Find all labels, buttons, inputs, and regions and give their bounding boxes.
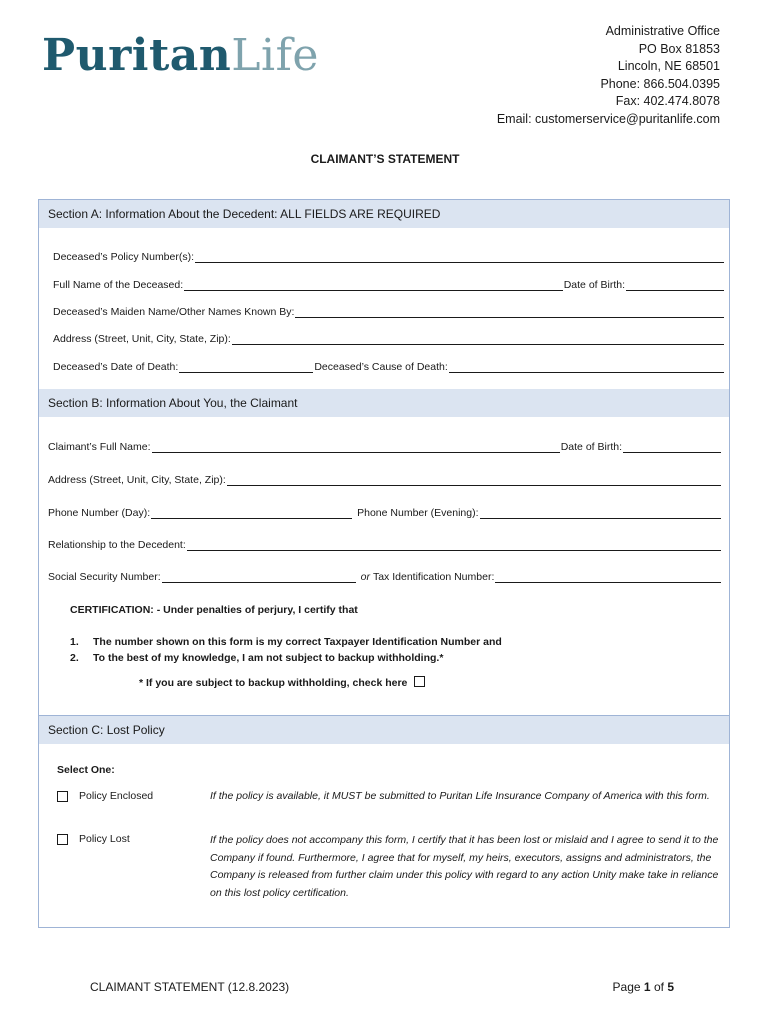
tax-id-row (48, 571, 722, 583)
maiden-name-row (53, 306, 725, 318)
deceased-name-field[interactable] (184, 279, 563, 291)
phone-day-field[interactable] (151, 507, 352, 519)
logo-text-life: Life (231, 30, 319, 81)
deceased-name-row (53, 279, 725, 291)
maiden-name-label: Deceased’s Maiden Name/Other Names Known By: (53, 306, 295, 318)
office-address-block (497, 23, 720, 128)
phone-evening-label: Phone Number (Evening): (357, 507, 479, 519)
phone-row (48, 507, 722, 519)
deceased-dob-label: Date of Birth: (563, 279, 625, 291)
cert-item-2-number: 2. (70, 652, 79, 664)
claimant-name-row (48, 441, 722, 453)
section-a-heading: Section A: Information About the Decedent: ALL FIELDS ARE REQUIRED (39, 200, 729, 228)
policy-number-label: Deceased’s Policy Number(s): (53, 251, 195, 263)
select-one-label: Select One: (57, 764, 115, 776)
ssn-label: Social Security Number: (48, 571, 161, 583)
section-c (38, 716, 730, 928)
maiden-name-field[interactable] (295, 306, 724, 318)
backup-withholding-label: * If you are subject to backup withholding, check here (139, 677, 408, 689)
option-policy-lost[interactable] (57, 833, 130, 845)
date-of-death-label: Deceased’s Date of Death: (53, 361, 179, 373)
phone-day-label: Phone Number (Day): (48, 507, 151, 519)
deceased-address-label: Address (Street, Unit, City, State, Zip): (53, 333, 231, 345)
logo-text-puritan: Puritan (42, 30, 232, 81)
office-phone: Phone: 866.504.0395 (600, 76, 720, 91)
claimant-address-label: Address (Street, Unit, City, State, Zip): (48, 474, 226, 486)
or-label: or (360, 571, 370, 583)
office-email: Email: customerservice@puritanlife.com (496, 111, 720, 126)
claimant-address-row (48, 474, 722, 486)
section-b (38, 389, 730, 716)
deceased-address-row (53, 333, 725, 345)
policy-lost-description: If the policy does not accompany this form, I certify that it has been lost or mislaid and I agree to send it to the Company if found. Furthermore, I agree that for myself, my heirs, executors, assigns and administrators, the Company is released from further claim under this policy with regard to any action Unity make take in reliance on this lost policy certification. (210, 834, 719, 899)
ssn-field[interactable] (162, 571, 356, 583)
claimant-name-field[interactable] (152, 441, 560, 453)
policy-number-row (53, 251, 725, 263)
page-number: 1 (643, 980, 651, 994)
policy-lost-checkbox[interactable] (57, 834, 68, 845)
page-word: Page (612, 980, 641, 994)
of-word: of (653, 980, 664, 994)
option-policy-enclosed[interactable] (57, 790, 153, 802)
office-city: Lincoln, NE 68501 (617, 59, 720, 73)
claimant-dob-field[interactable] (623, 441, 721, 453)
page-indicator (613, 980, 674, 994)
claimant-address-field[interactable] (227, 474, 721, 486)
cause-of-death-label: Deceased’s Cause of Death: (314, 361, 448, 373)
office-name: Administrative Office (605, 24, 720, 38)
office-fax: Fax: 402.474.8078 (615, 94, 720, 108)
policy-enclosed-label: Policy Enclosed (79, 790, 154, 802)
document-title: CLAIMANT’S STATEMENT (310, 152, 460, 166)
policy-lost-label: Policy Lost (79, 833, 130, 845)
company-logo (42, 30, 319, 81)
date-of-death-field[interactable] (179, 361, 313, 373)
page-total: 5 (667, 980, 674, 994)
claimant-name-label: Claimant’s Full Name: (48, 441, 151, 453)
section-b-heading: Section B: Information About You, the Claimant (39, 389, 729, 417)
death-info-row (53, 361, 725, 373)
cert-item-1: The number shown on this form is my correct Taxpayer Identification Number and (93, 636, 502, 648)
backup-withholding-checkbox[interactable] (414, 676, 425, 687)
policy-enclosed-description: If the policy is available, it MUST be submitted to Puritan Life Insurance Company of America with this form. (210, 790, 710, 802)
relationship-field[interactable] (187, 539, 721, 551)
backup-withholding-row (139, 677, 425, 689)
relationship-label: Relationship to the Decedent: (48, 539, 186, 551)
deceased-dob-field[interactable] (626, 279, 724, 291)
claimant-dob-label: Date of Birth: (560, 441, 622, 453)
deceased-address-field[interactable] (232, 333, 724, 345)
policy-enclosed-checkbox[interactable] (57, 791, 68, 802)
certification-heading: CERTIFICATION: - Under penalties of perjury, I certify that (70, 604, 358, 616)
cert-item-2: To the best of my knowledge, I am not subject to backup withholding.* (93, 652, 444, 664)
relationship-row (48, 539, 722, 551)
policy-number-field[interactable] (195, 251, 724, 263)
phone-evening-field[interactable] (480, 507, 721, 519)
section-c-heading: Section C: Lost Policy (39, 716, 729, 744)
deceased-name-label: Full Name of the Deceased: (53, 279, 184, 291)
tin-field[interactable] (495, 571, 721, 583)
tin-label: Tax Identification Number: (372, 571, 495, 583)
office-po-box: PO Box 81853 (638, 41, 720, 56)
section-a (38, 199, 730, 390)
cause-of-death-field[interactable] (449, 361, 724, 373)
cert-item-1-number: 1. (70, 636, 79, 648)
footer-form-id: CLAIMANT STATEMENT (12.8.2023) (90, 980, 290, 994)
